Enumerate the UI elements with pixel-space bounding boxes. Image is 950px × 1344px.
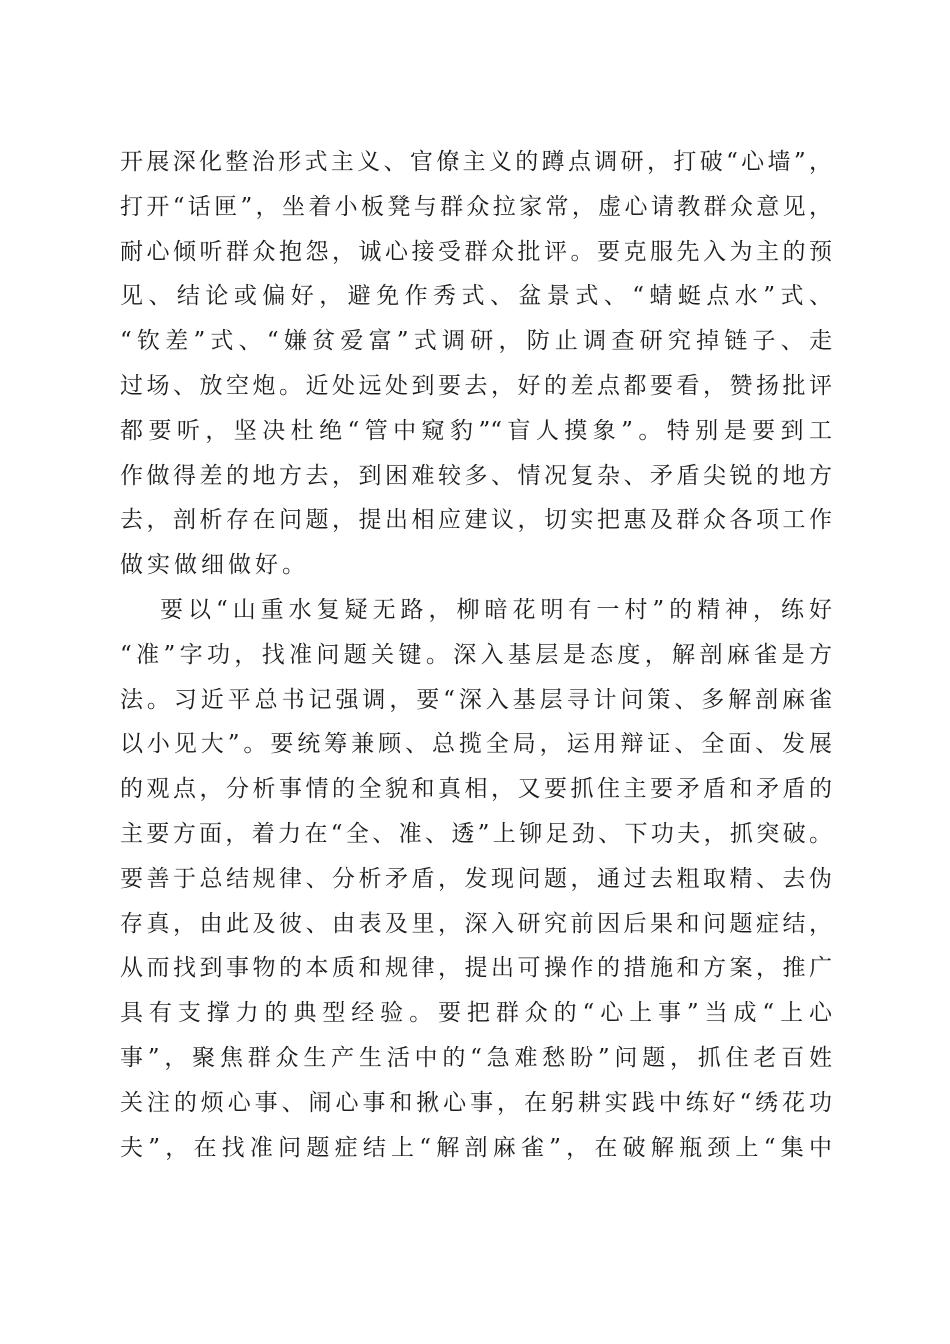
text-line: 打开“话匣”，坐着小板凳与群众拉家常，虚心请教群众意见， [120, 193, 832, 220]
text-line: 法。习近平总书记强调，要“深入基层寻计问策、多解剖麻雀 [120, 686, 832, 713]
text-line: 要善于总结规律、分析矛盾，发现问题，通过去粗取精、去伪 [120, 865, 832, 892]
text-line: 主要方面，着力在“全、准、透”上铆足劲、下功夫，抓突破。 [120, 820, 832, 847]
text-line: 关注的烦心事、闹心事和揪心事，在躬耕实践中练好“绣花功 [120, 1089, 832, 1116]
text-line: 以小见大”。要统筹兼顾、总揽全局，运用辩证、全面、发展 [120, 731, 832, 758]
text-line: 具有支撑力的典型经验。要把群众的“心上事”当成“上心 [120, 1000, 832, 1027]
text-line: 开展深化整治形式主义、官僚主义的蹲点调研，打破“心墙”， [120, 149, 832, 175]
text-line: 都要听，坚决杜绝“管中窥豹”“盲人摸象”。特别是要到工 [120, 417, 832, 444]
text-line: 的观点，分析事情的全貌和真相，又要抓住主要矛盾和矛盾的 [120, 776, 832, 803]
text-line: 事”，聚焦群众生产生活中的“急难愁盼”问题，抓住老百姓 [120, 1044, 832, 1071]
text-line: 夫”，在找准问题症结上“解剖麻雀”，在破解瓶颈上“集中 [120, 1134, 832, 1161]
paragraph-2 [120, 588, 832, 1170]
text-line-paragraph-end: 做实做细做好。 [120, 552, 309, 579]
text-line-paragraph-start: 要以“山重水复疑无路，柳暗花明有一村”的精神，练好 [160, 596, 832, 623]
text-line: “准”字功，找准问题关键。深入基层是态度，解剖麻雀是方 [120, 641, 832, 668]
text-line: 作做得差的地方去，到困难较多、情况复杂、矛盾尖锐的地方 [120, 462, 832, 489]
text-line: 过场、放空炮。近处远处到要去，好的差点都要看，赞扬批评 [120, 372, 832, 399]
text-line: 耐心倾听群众抱怨，诚心接受群众批评。要克服先入为主的预 [120, 238, 832, 265]
paragraph-1 [120, 140, 832, 588]
text-line: 存真，由此及彼、由表及里，深入研究前因后果和问题症结， [120, 910, 832, 937]
text-line: 去，剖析存在问题，提出相应建议，切实把惠及群众各项工作 [120, 507, 832, 534]
document-body [120, 140, 832, 1170]
text-line: 见、结论或偏好，避免作秀式、盆景式、“蜻蜓点水”式、 [120, 283, 832, 310]
text-line: 从而找到事物的本质和规律，提出可操作的措施和方案，推广 [120, 955, 832, 982]
text-line: “钦差”式、“嫌贫爱富”式调研，防止调查研究掉链子、走 [120, 328, 832, 355]
